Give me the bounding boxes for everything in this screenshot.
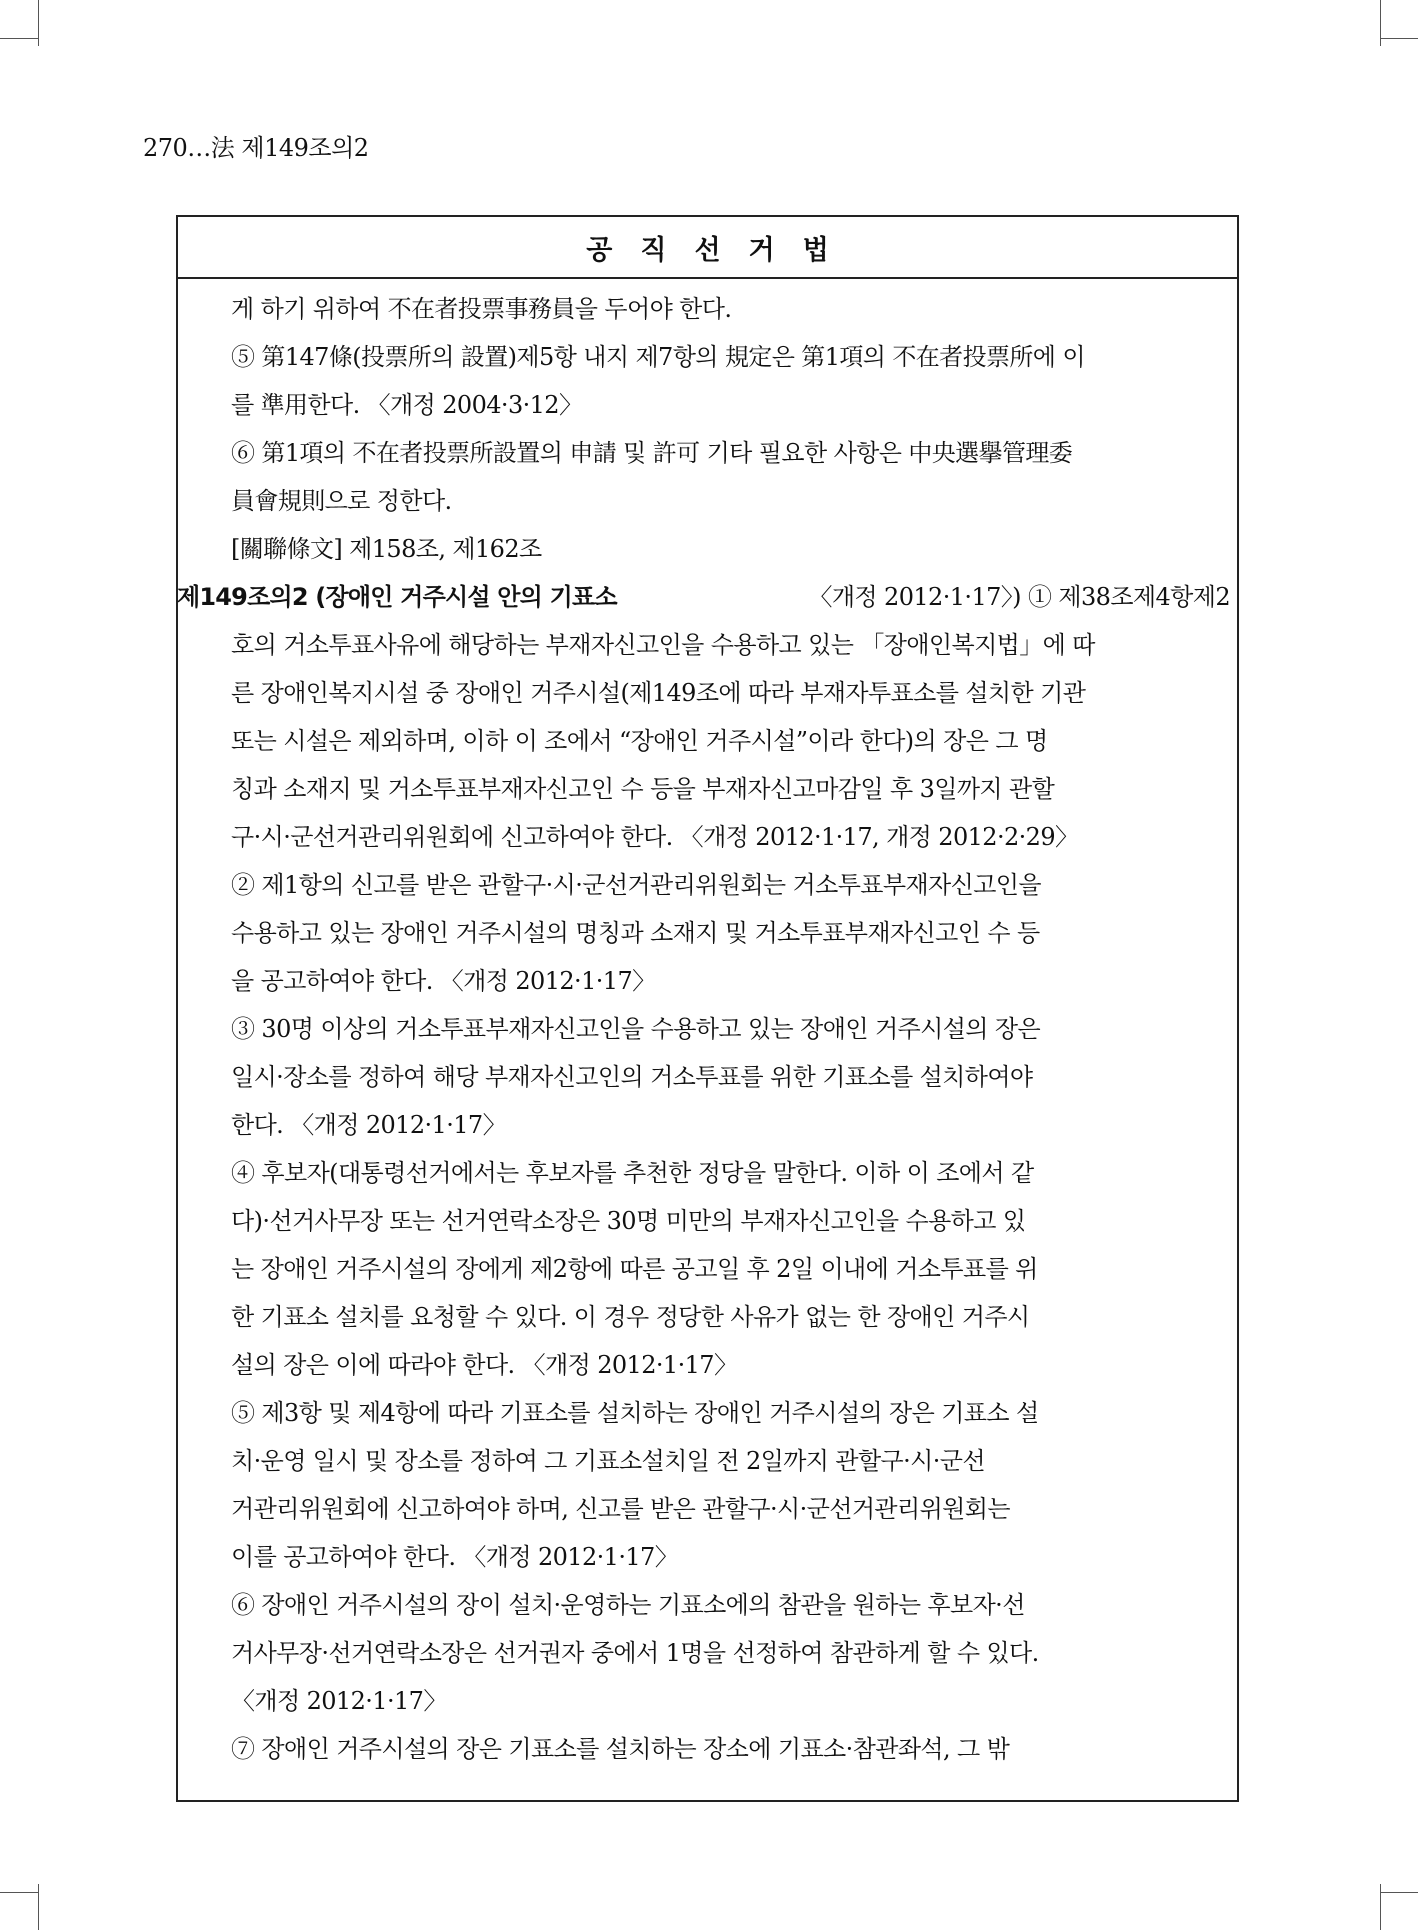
text-line: ⑤ 제3항 및 제4항에 따라 기표소를 설치하는 장애인 거주시설의 장은 기표소 설 bbox=[231, 1399, 1039, 1427]
crop-mark bbox=[0, 38, 38, 39]
text-line: 다)·선거사무장 또는 선거연락소장은 30명 미만의 부재자신고인을 수용하고 있 bbox=[231, 1207, 1026, 1235]
text-line: ④ 후보자(대통령선거에서는 후보자를 추천한 정당을 말한다. 이하 이 조에서 같 bbox=[231, 1159, 1034, 1187]
crop-mark bbox=[38, 0, 39, 46]
text-line: ② 제1항의 신고를 받은 관할구·시·군선거관리위원회는 거소투표부재자신고인을 bbox=[231, 871, 1041, 899]
law-body bbox=[177, 285, 1230, 1773]
text-line: 구·시·군선거관리위원회에 신고하여야 한다. 〈개정 2012·1·17, 개정 2012·2·29〉 bbox=[231, 823, 1079, 851]
text-line: 또는 시설은 제외하며, 이하 이 조에서 “장애인 거주시설”이라 한다)의 장은 그 명 bbox=[231, 727, 1048, 755]
text-line: 수용하고 있는 장애인 거주시설의 명칭과 소재지 및 거소투표부재자신고인 수 등 bbox=[231, 919, 1040, 947]
text-line: ⑤ 第147條(投票所의 設置)제5항 내지 제7항의 規定은 第1項의 不在者投票所에 이 bbox=[231, 343, 1085, 371]
page-header: 270…法 제149조의2 bbox=[143, 134, 369, 162]
text-line: 일시·장소를 정하여 해당 부재자신고인의 거소투표를 위한 기표소를 설치하여야 bbox=[231, 1063, 1033, 1091]
crop-mark bbox=[1380, 38, 1418, 39]
crop-mark bbox=[1380, 1884, 1381, 1930]
text-line: 게 하기 위하여 不在者投票事務員을 두어야 한다. bbox=[231, 295, 732, 323]
text-line: [關聯條文] 제158조, 제162조 bbox=[231, 535, 542, 563]
text-line: 한 기표소 설치를 요청할 수 있다. 이 경우 정당한 사유가 없는 한 장애인 거주시 bbox=[231, 1303, 1030, 1331]
text-line: 거사무장·선거연락소장은 선거권자 중에서 1명을 선정하여 참관하게 할 수 있다. bbox=[231, 1639, 1039, 1667]
frame-title: 공직선거법 bbox=[178, 217, 1237, 279]
crop-mark bbox=[38, 1884, 39, 1930]
crop-mark bbox=[1380, 0, 1381, 46]
text-line: 를 準用한다. 〈개정 2004·3·12〉 bbox=[231, 391, 583, 419]
text-line: 칭과 소재지 및 거소투표부재자신고인 수 등을 부재자신고마감일 후 3일까지 관할 bbox=[231, 775, 1055, 803]
crop-mark bbox=[0, 1892, 38, 1893]
text-line: ⑥ 第1項의 不在者投票所設置의 申請 및 許可 기타 필요한 사항은 中央選擧管理委 bbox=[231, 439, 1073, 467]
text-line: ⑦ 장애인 거주시설의 장은 기표소를 설치하는 장소에 기표소·참관좌석, 그 밖 bbox=[231, 1735, 1010, 1763]
text-line: ⑥ 장애인 거주시설의 장이 설치·운영하는 기표소에의 참관을 원하는 후보자·선 bbox=[231, 1591, 1025, 1619]
text-line: 거관리위원회에 신고하여야 하며, 신고를 받은 관할구·시·군선거관리위원회는 bbox=[231, 1495, 1010, 1523]
text-line: 른 장애인복지시설 중 장애인 거주시설(제149조에 따라 부재자투표소를 설치한 기관 bbox=[231, 679, 1086, 707]
article-heading: 제149조의2 (장애인 거주시설 안의 기표소 bbox=[177, 583, 617, 611]
text-line: 치·운영 일시 및 장소를 정하여 그 기표소설치일 전 2일까지 관할구·시·군선 bbox=[231, 1447, 985, 1475]
text-line: 〈개정 2012·1·17〉 bbox=[231, 1687, 447, 1715]
text-line: 설의 장은 이에 따라야 한다. 〈개정 2012·1·17〉 bbox=[231, 1351, 738, 1379]
text-line: ③ 30명 이상의 거소투표부재자신고인을 수용하고 있는 장애인 거주시설의 장은 bbox=[231, 1015, 1041, 1043]
article-heading-line: 제149조의2 (장애인 거주시설 안의 기표소 〈개정 2012·1·17〉) ① 제38조제4항제2 bbox=[177, 573, 1230, 621]
text-line: 을 공고하여야 한다. 〈개정 2012·1·17〉 bbox=[231, 967, 656, 995]
text-line: 는 장애인 거주시설의 장에게 제2항에 따른 공고일 후 2일 이내에 거소투표를 위 bbox=[231, 1255, 1038, 1283]
crop-mark bbox=[1380, 1892, 1418, 1893]
text-line: 호의 거소투표사유에 해당하는 부재자신고인을 수용하고 있는 「장애인복지법」에 따 bbox=[231, 631, 1095, 659]
text-line: 員會規則으로 정한다. bbox=[231, 487, 452, 515]
text-line: 한다. 〈개정 2012·1·17〉 bbox=[231, 1111, 506, 1139]
text-line: 이를 공고하여야 한다. 〈개정 2012·1·17〉 bbox=[231, 1543, 679, 1571]
